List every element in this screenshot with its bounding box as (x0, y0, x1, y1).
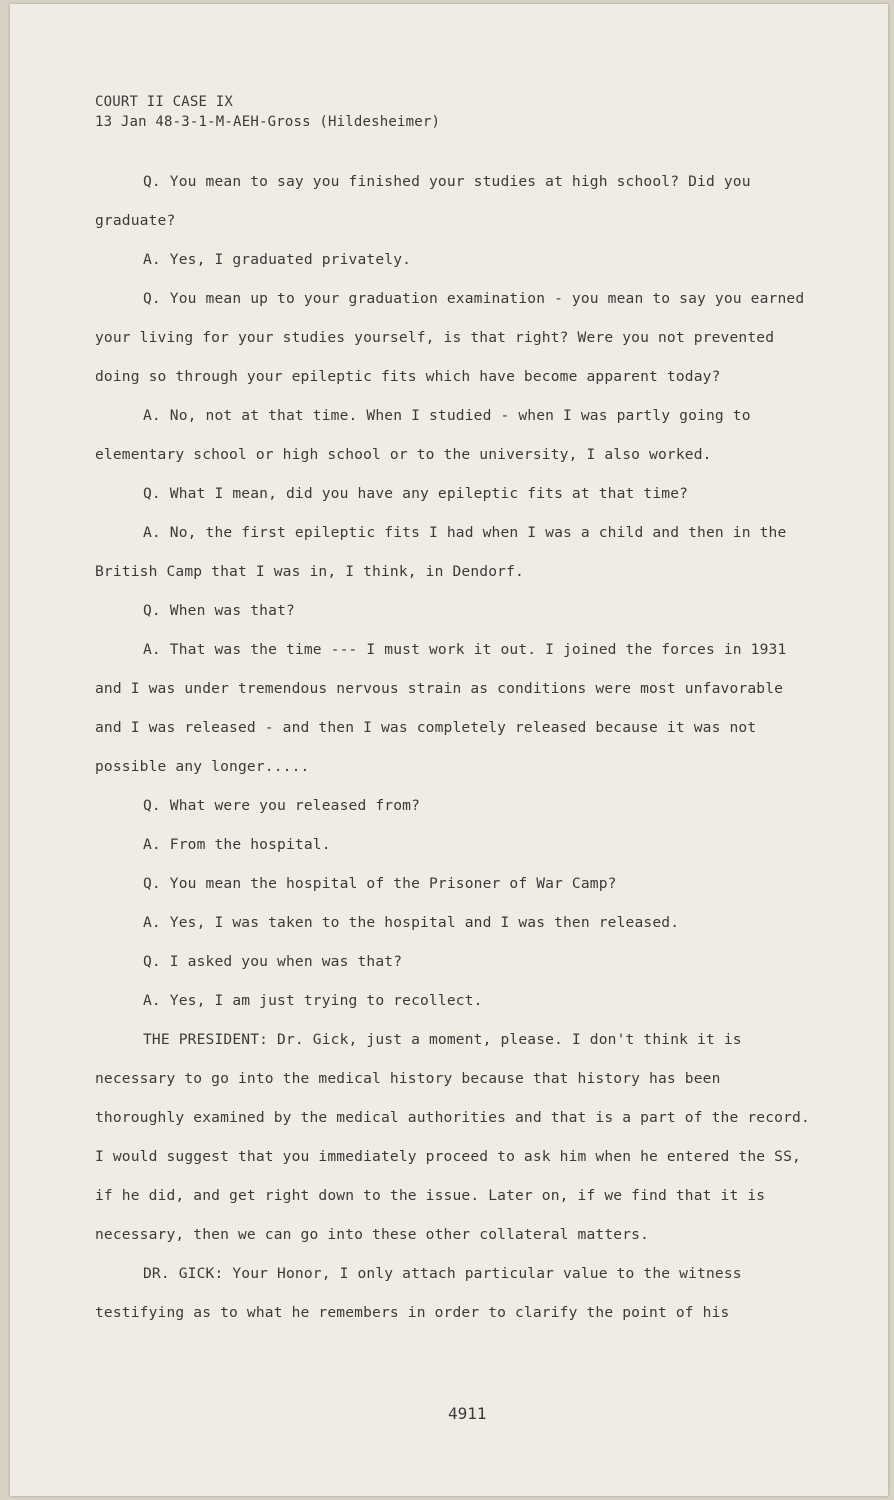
transcript-paragraph: DR. GICK: Your Honor, I only attach particular value to the witness testifying as to what he remembers in order to clarify the point of his (95, 1265, 742, 1321)
transcript-paragraph: A. That was the time --- I must work it out. I joined the forces in 1931 and I was under tremendous nervous strain as conditions were most unfavorable and I was released - and then I was completely released because it was not possible any longer..... (95, 641, 787, 775)
transcript-paragraph: Q. You mean up to your graduation examination - you mean to say you earned your living for your studies yourself, is that right? Were you not prevented doing so through your epileptic fits which have become apparent today? (95, 290, 805, 385)
transcript-paragraph: Q. What were you released from? (143, 797, 421, 814)
court-case-line: COURT II CASE IX (95, 94, 234, 110)
transcript-paragraph: A. No, the first epileptic fits I had when I was a child and then in the British Camp that I was in, I think, in Dendorf. (95, 524, 787, 580)
transcript-paragraph: Q. You mean to say you finished your studies at high school? Did you graduate? (95, 173, 751, 229)
transcript-paragraph: Q. When was that? (143, 602, 295, 619)
transcript-paragraph: A. No, not at that time. When I studied - when I was partly going to elementary school or high school or to the university, I also worked. (95, 407, 751, 463)
case-header (95, 92, 440, 132)
transcript-paragraph: THE PRESIDENT: Dr. Gick, just a moment, please. I don't think it is necessary to go into the medical history because that history has been thoroughly examined by the medical authorities and that is a part of the record. I would suggest that you immediately proceed to ask him when he entered the SS, if he did, and get right down to the issue. Later on, if we find that it is necessary, then we can go into these other collateral matters. (95, 1031, 810, 1243)
transcript-paragraph: A. Yes, I was taken to the hospital and I was then released. (143, 914, 680, 931)
transcript-paragraph: Q. What I mean, did you have any epileptic fits at that time? (143, 485, 689, 502)
transcript-page (10, 4, 888, 1496)
transcript-paragraph: A. Yes, I graduated privately. (143, 251, 412, 268)
transcript-paragraph: Q. You mean the hospital of the Prisoner of War Camp? (143, 875, 617, 892)
session-reference-line: 13 Jan 48-3-1-M-AEH-Gross (Hildesheimer) (95, 114, 441, 130)
page-number: 4911 (448, 1404, 487, 1423)
transcript-paragraph: A. Yes, I am just trying to recollect. (143, 992, 483, 1009)
transcript-paragraph: Q. I asked you when was that? (143, 953, 403, 970)
transcript-body (95, 162, 810, 1332)
transcript-paragraph: A. From the hospital. (143, 836, 331, 853)
